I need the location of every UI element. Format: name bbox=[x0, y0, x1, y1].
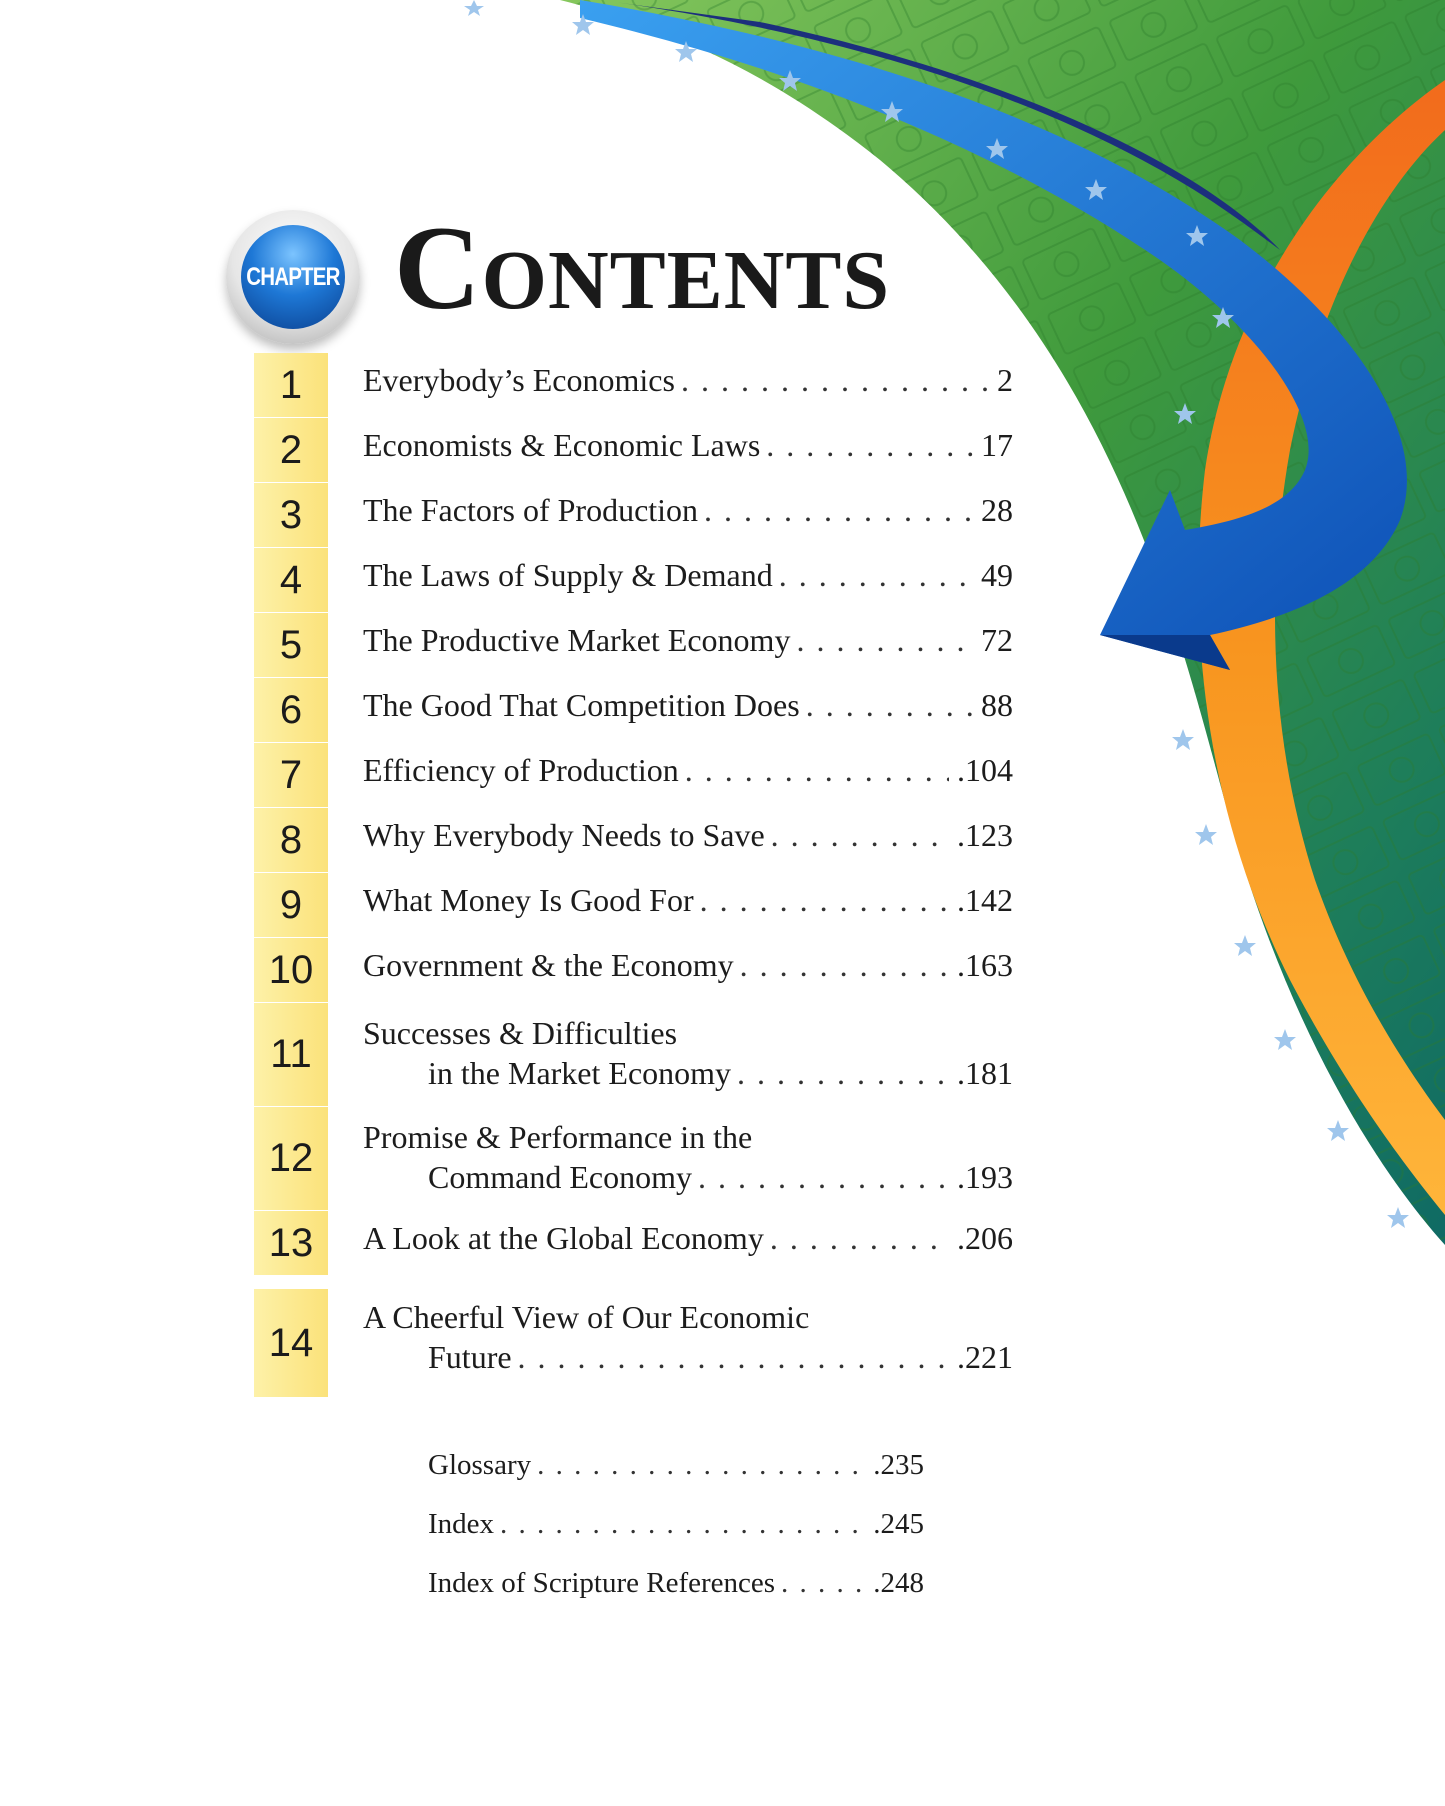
chapter-number: 11 bbox=[254, 1003, 328, 1106]
toc-entry[interactable] bbox=[254, 613, 1014, 677]
page-number: .181 bbox=[957, 1055, 1013, 1091]
chapter-badge-label: CHAPTER bbox=[246, 262, 340, 291]
dot-leader bbox=[500, 1504, 865, 1544]
dot-leader bbox=[770, 1218, 949, 1258]
chapter-number: 9 bbox=[254, 873, 328, 937]
chapter-title: Future bbox=[428, 1339, 512, 1375]
chapter-title: Everybody’s Economics bbox=[363, 362, 675, 398]
chapter-title: Why Everybody Needs to Save bbox=[363, 817, 765, 853]
chapter-title-block bbox=[363, 1297, 1013, 1377]
dot-leader bbox=[704, 490, 973, 530]
chapter-title: Government & the Economy bbox=[363, 947, 734, 983]
page-number: .142 bbox=[957, 882, 1013, 918]
dot-leader bbox=[779, 555, 973, 595]
chapter-number: 7 bbox=[254, 743, 328, 807]
chapter-title-block bbox=[363, 945, 1013, 985]
toc-entry[interactable] bbox=[254, 938, 1014, 1002]
toc-entry[interactable] bbox=[254, 548, 1014, 612]
page-number: 88 bbox=[981, 687, 1013, 723]
chapter-title-block bbox=[363, 685, 1013, 725]
chapter-title-block bbox=[363, 360, 1013, 400]
page-number: .248 bbox=[873, 1567, 924, 1599]
chapter-number: 14 bbox=[254, 1289, 328, 1397]
back-matter-entry[interactable] bbox=[428, 1563, 924, 1622]
page-number: 28 bbox=[981, 492, 1013, 528]
page-number: .206 bbox=[957, 1220, 1013, 1256]
page-number: .235 bbox=[873, 1449, 924, 1481]
chapter-title: Command Economy bbox=[428, 1159, 692, 1195]
dot-leader bbox=[681, 360, 989, 400]
page-number: .193 bbox=[957, 1159, 1013, 1195]
toc-entry[interactable] bbox=[254, 743, 1014, 807]
chapter-title-block bbox=[363, 880, 1013, 920]
chapter-title: Successes & Difficulties bbox=[363, 1015, 678, 1051]
dot-leader bbox=[537, 1445, 865, 1485]
toc-entry[interactable] bbox=[254, 1289, 1014, 1397]
dot-leader bbox=[771, 815, 949, 855]
chapter-title: Economists & Economic Laws bbox=[363, 427, 761, 463]
back-matter-entry[interactable] bbox=[428, 1445, 924, 1504]
chapter-title: The Productive Market Economy bbox=[363, 622, 791, 658]
chapter-number: 3 bbox=[254, 483, 328, 547]
chapter-title-block bbox=[363, 1218, 1013, 1258]
page-number: .104 bbox=[957, 752, 1013, 788]
page-number: .221 bbox=[957, 1339, 1013, 1375]
chapter-number: 12 bbox=[254, 1107, 328, 1210]
dot-leader bbox=[766, 425, 973, 465]
chapter-title-block bbox=[363, 490, 1013, 530]
toc-entry[interactable] bbox=[254, 353, 1014, 417]
chapter-title: What Money Is Good For bbox=[363, 882, 694, 918]
page-number: 2 bbox=[997, 362, 1013, 398]
chapter-number: 13 bbox=[254, 1211, 328, 1275]
back-matter-label: Index bbox=[428, 1508, 495, 1540]
chapter-title: Promise & Performance in the bbox=[363, 1119, 753, 1155]
toc-entry[interactable] bbox=[254, 808, 1014, 872]
toc-entry[interactable] bbox=[254, 1107, 1014, 1210]
toc-entry[interactable] bbox=[254, 1211, 1014, 1275]
page-title: Contents bbox=[394, 201, 891, 334]
chapter-title-block bbox=[363, 555, 1013, 595]
dot-leader bbox=[806, 685, 973, 725]
toc-entry[interactable] bbox=[254, 418, 1014, 482]
dot-leader bbox=[685, 750, 949, 790]
chapter-badge bbox=[226, 210, 360, 344]
page-number: .163 bbox=[957, 947, 1013, 983]
dot-leader bbox=[781, 1563, 865, 1603]
toc-entry[interactable] bbox=[254, 678, 1014, 742]
dot-leader bbox=[740, 945, 949, 985]
page-number: 72 bbox=[981, 622, 1013, 658]
chapter-title-block bbox=[363, 815, 1013, 855]
chapter-title-block bbox=[363, 620, 1013, 660]
chapter-title-block bbox=[363, 1117, 1013, 1197]
toc-entry[interactable] bbox=[254, 483, 1014, 547]
back-matter-entry[interactable] bbox=[428, 1504, 924, 1563]
chapter-title-block bbox=[363, 425, 1013, 465]
chapter-number: 5 bbox=[254, 613, 328, 677]
page-number: .245 bbox=[873, 1508, 924, 1540]
back-matter-list bbox=[428, 1445, 924, 1622]
back-matter-label: Glossary bbox=[428, 1449, 532, 1481]
chapter-title: Efficiency of Production bbox=[363, 752, 679, 788]
chapter-title: The Factors of Production bbox=[363, 492, 699, 528]
dot-leader bbox=[796, 620, 973, 660]
toc-entry[interactable] bbox=[254, 873, 1014, 937]
chapter-title: in the Market Economy bbox=[428, 1055, 732, 1091]
chapter-number: 4 bbox=[254, 548, 328, 612]
page-number: 49 bbox=[981, 557, 1013, 593]
dot-leader bbox=[518, 1337, 949, 1377]
page-number: .123 bbox=[957, 817, 1013, 853]
chapter-number: 1 bbox=[254, 353, 328, 417]
chapter-badge-inner bbox=[241, 225, 345, 329]
chapter-title: The Laws of Supply & Demand bbox=[363, 557, 773, 593]
chapter-number: 2 bbox=[254, 418, 328, 482]
dot-leader bbox=[698, 1157, 949, 1197]
back-matter-label: Index of Scripture References bbox=[428, 1567, 776, 1599]
chapter-title: A Cheerful View of Our Economic bbox=[363, 1299, 810, 1335]
page-number: 17 bbox=[981, 427, 1013, 463]
chapter-title: A Look at the Global Economy bbox=[363, 1220, 764, 1256]
chapter-number: 8 bbox=[254, 808, 328, 872]
chapter-title-block bbox=[363, 1013, 1013, 1093]
toc-entry[interactable] bbox=[254, 1003, 1014, 1106]
chapter-number: 6 bbox=[254, 678, 328, 742]
dot-leader bbox=[737, 1053, 949, 1093]
dot-leader bbox=[700, 880, 949, 920]
chapter-title: The Good That Competition Does bbox=[363, 687, 800, 723]
chapter-title-block bbox=[363, 750, 1013, 790]
chapter-number: 10 bbox=[254, 938, 328, 1002]
